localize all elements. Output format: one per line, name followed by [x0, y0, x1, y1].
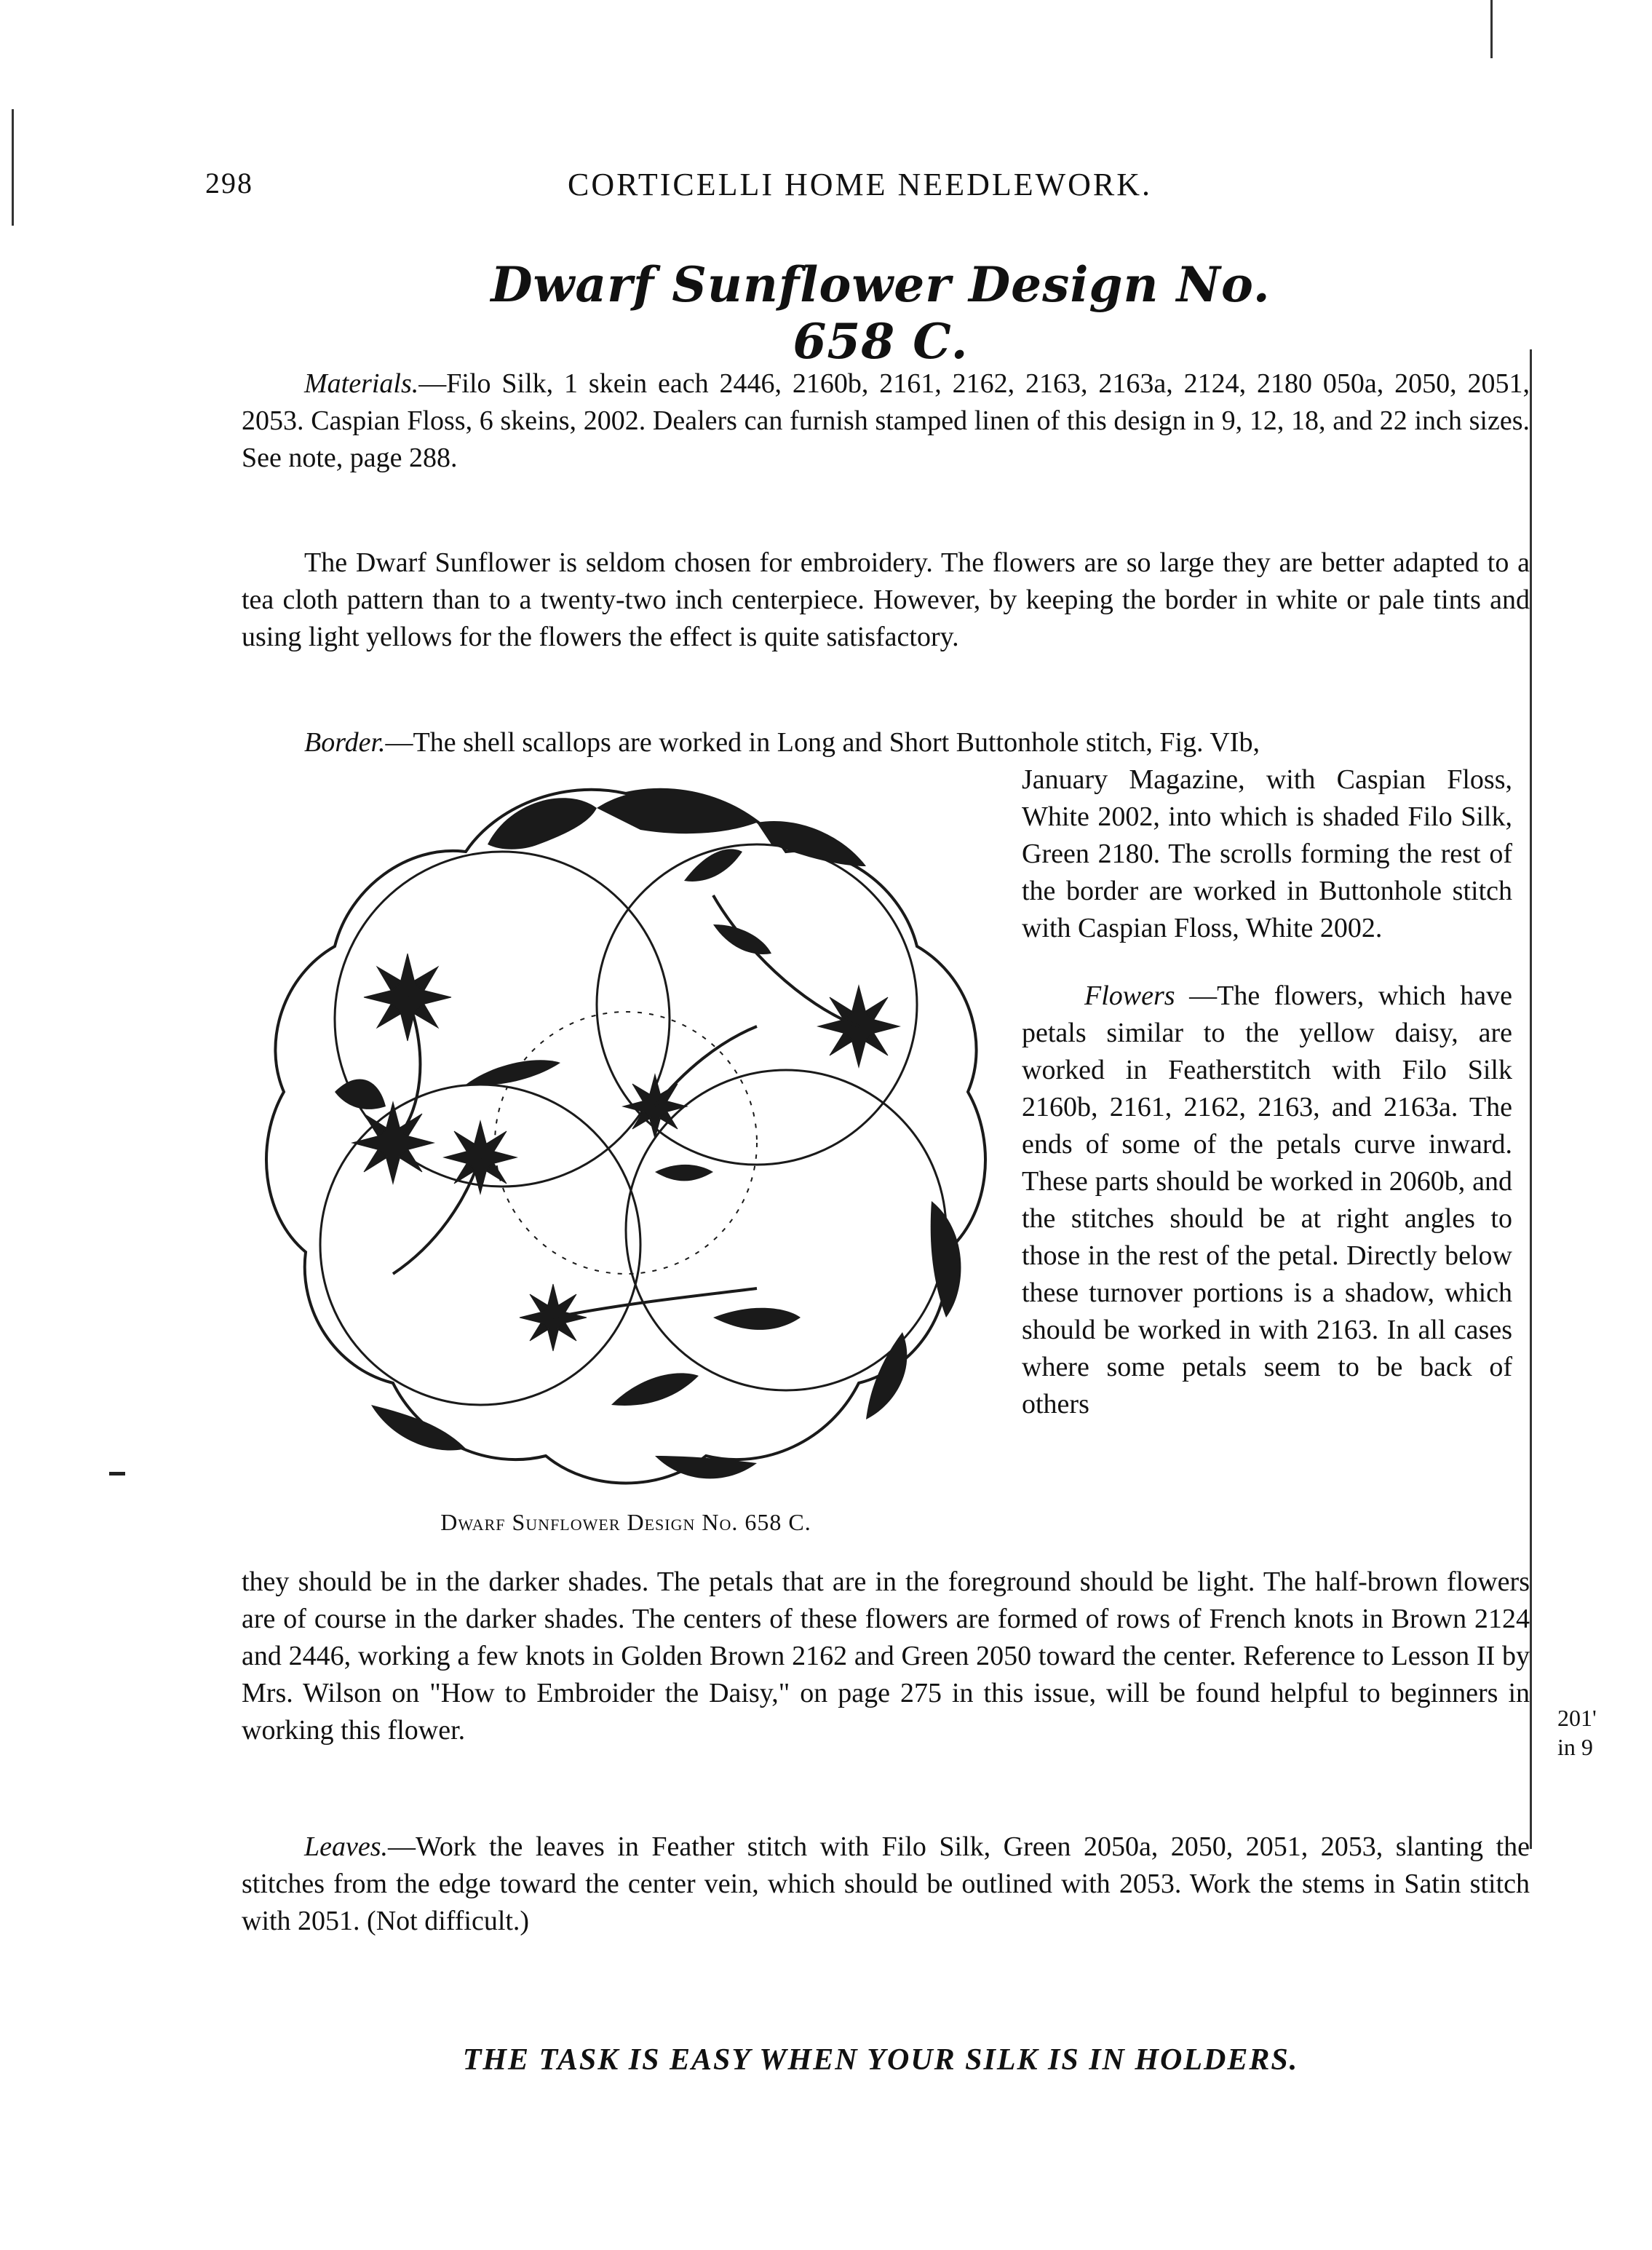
illustration-caption: Dwarf Sunflower Design No. 658 C. [440, 1509, 811, 1535]
page-number: 298 [205, 167, 253, 199]
flowers-label: Flowers [1084, 981, 1175, 1011]
leaves-paragraph [242, 1829, 1530, 1940]
margin-bleed-line: in 9 [1557, 1734, 1593, 1760]
flowers-paragraph-continued: they should be in the darker shades. The petals that are in the foreground should be light. The half-brown flowers are of course in the darker shades. The centers of these flowers are formed of rows of French knots in Brown 2124 and 2446, working a few knots in Golden Brown 2162 and Green 2050 toward the center. Reference to Lesson II by Mrs. Wilson on "How to Embroider the Daisy," on page 275 in this issue, will be found helpful to beginners in working this flower. [242, 1566, 1530, 1746]
leaves-label: Leaves. [304, 1831, 389, 1862]
running-head: CORTICELLI HOME NEEDLEWORK. [568, 167, 1153, 202]
flowers-paragraph-column [1022, 978, 1512, 1423]
margin-dash-mark [109, 1472, 125, 1475]
centerpiece-illustration [247, 764, 1004, 1500]
right-column-text [1022, 761, 1512, 1423]
border-paragraph-first-line [242, 724, 1530, 761]
leaves-text: —Work the leaves in Feather stitch with Filo Silk, Green 2050a, 2050, 2051, 2053, slanting the stitches from the edge toward the center vein, which should be outlined with 2053. Work the stems in Satin stitch with 2051. (Not difficult.) [242, 1831, 1530, 1936]
margin-bleed-line: 201' [1557, 1705, 1597, 1731]
footer-slogan: THE TASK IS EASY WHEN YOUR SILK IS IN HOLDERS. [462, 2043, 1299, 2077]
intro-paragraph: The Dwarf Sunflower is seldom chosen for embroidery. The flowers are so large they are better adapted to a tea cloth pattern than to a twenty-two inch centerpiece. However, by keeping the border in white or pale tints and using light yellows for the flowers the effect is quite satisfactory. [242, 547, 1530, 652]
materials-text: —Filo Silk, 1 skein each 2446, 2160b, 2161, 2162, 2163, 2163a, 2124, 2180 050a, 2050, 2051, 2053. Caspian Floss, 6 skeins, 2002. Dealers can furnish stamped linen of this design in 9, 12, 18, and 22 inch sizes. See note, page 288. [242, 368, 1530, 473]
border-label: Border. [304, 727, 386, 758]
materials-label: Materials. [304, 368, 419, 399]
materials-paragraph [242, 365, 1530, 477]
page-header [0, 166, 1652, 210]
design-title: Dwarf Sunflower Design No. 658 C. [491, 256, 1271, 370]
margin-bleed-text [1557, 1703, 1637, 2111]
flowers-column-text: —The flowers, which have petals similar to the yellow daisy, are worked in Featherstitch with Filo Silk 2160b, 2161, 2162, 2163, and 2163a. The ends of some of the petals curve inward. These parts should be worked in 2060b, and the stitches should be at right angles to those in the rest of the petal. Directly below these turnover portions is a shadow, which should be worked in with 2163. In all cases where some petals seem to be back of others [1022, 981, 1512, 1419]
border-rest-text: January Magazine, with Caspian Floss, White 2002, into which is shaded Filo Silk, Green 2180. The scrolls forming the rest of the border are worked in Buttonhole stitch with Caspian Floss, White 2002. [1022, 764, 1512, 943]
border-first-line-text: —The shell scallops are worked in Long and Short Buttonhole stitch, Fig. VIb, [385, 727, 1260, 758]
